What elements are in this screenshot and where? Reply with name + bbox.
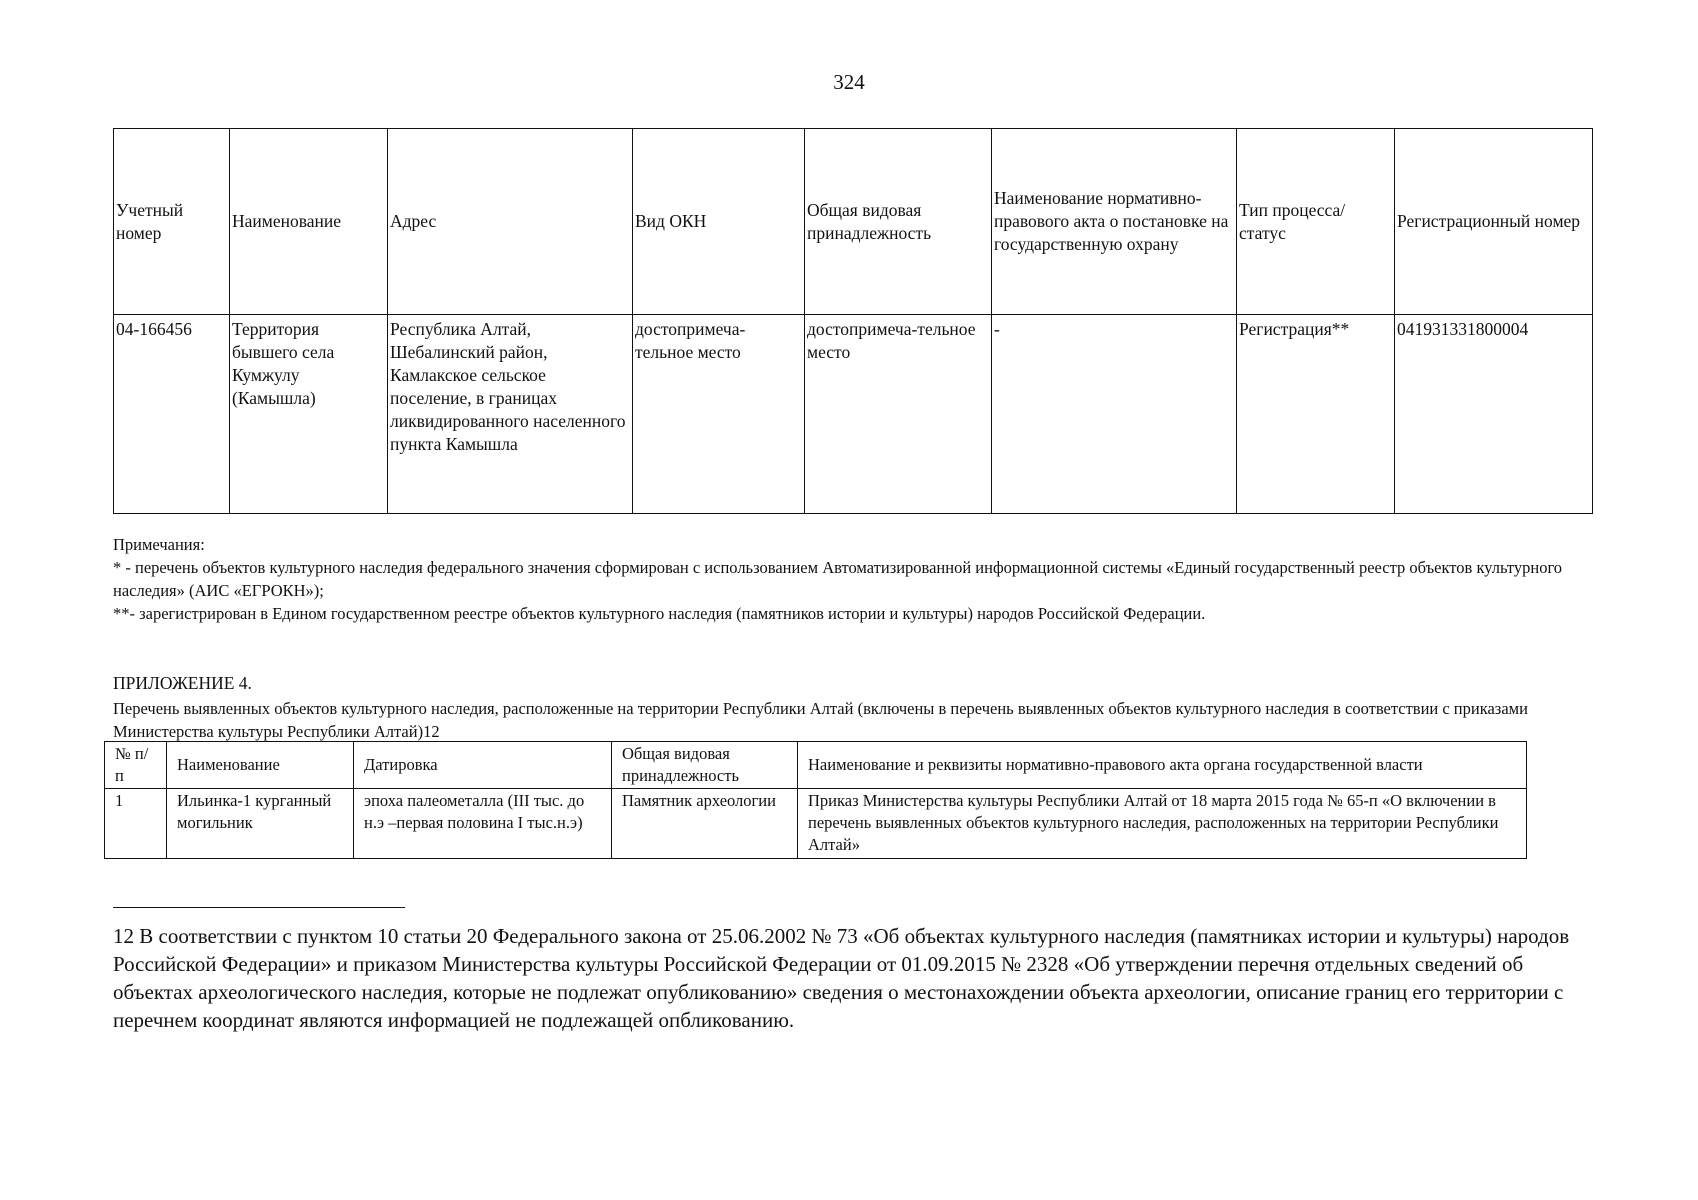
appendix-description: Перечень выявленных объектов культурного наследия, расположенные на территории Республики Алтай (включены в перечень выявленных объектов культурного наследия в соответствии с приказами Министерства культуры Республики Алтай)12	[113, 699, 1528, 741]
header-cell: Наименование нормативно-правового акта о постановке на государственную охрану	[992, 129, 1237, 315]
table-cell: 04-166456	[114, 315, 230, 514]
table-header-row	[105, 742, 1527, 789]
header-cell: № п/п	[105, 742, 167, 789]
table-cell: Приказ Министерства культуры Республики Алтай от 18 марта 2015 года № 65-п «О включении в перечень выявленных объектов культурного наследия, расположенных на территории Республики Алтай»	[798, 789, 1527, 859]
header-cell: Наименование	[167, 742, 354, 789]
identified-objects-table	[104, 741, 1527, 859]
header-cell: Тип процесса/ статус	[1237, 129, 1395, 315]
table-cell: 1	[105, 789, 167, 859]
table-cell: Регистрация**	[1237, 315, 1395, 514]
heritage-objects-table	[113, 128, 1593, 514]
header-cell: Адрес	[388, 129, 633, 315]
table-cell: эпоха палеометалла (III тыс. до н.э –первая половина I тыс.н.э)	[354, 789, 612, 859]
table-row	[114, 315, 1593, 514]
note-item: **- зарегистрирован в Едином государственном реестре объектов культурного наследия (памятников истории и культуры) народов Российской Федерации.	[113, 604, 1206, 623]
header-cell: Датировка	[354, 742, 612, 789]
table-cell: 041931331800004	[1395, 315, 1593, 514]
page-number: 324	[833, 70, 865, 94]
note-item: * - перечень объектов культурного наследия федерального значения сформирован с использованием Автоматизированной информационной системы «Единый государственный реестр объектов культурного наследия» (АИС «ЕГРОКН»);	[113, 558, 1563, 600]
table-header-row	[114, 129, 1593, 315]
table-cell: Памятник археологии	[612, 789, 798, 859]
table-row	[105, 789, 1527, 859]
table-cell: достопримеча-тельное место	[633, 315, 805, 514]
header-cell: Наименование и реквизиты нормативно-правового акта органа государственной власти	[798, 742, 1527, 789]
table-cell: Республика Алтай, Шебалинский район, Камлакское сельское поселение, в границах ликвидированного населенного пункта Камышла	[388, 315, 633, 514]
notes-section	[113, 533, 1593, 625]
header-cell: Общая видовая принадлежность	[805, 129, 992, 315]
table-cell: Территория бывшего села Кумжулу (Камышла)	[230, 315, 388, 514]
footnote-separator	[113, 907, 405, 908]
header-cell: Вид ОКН	[633, 129, 805, 315]
appendix-title: ПРИЛОЖЕНИЕ 4.	[113, 673, 252, 693]
footnote: 12 В соответствии с пунктом 10 статьи 20 Федерального закона от 25.06.2002 № 73 «Об объектах культурного наследия (памятниках истории и культуры) народов Российской Федерации» и приказом Министерства культуры Российской Федерации от 01.09.2015 № 2328 «Об утверждении перечня отдельных сведений об объектах археологического наследия, которые не подлежат опубликованию» сведения о местонахождении объекта археологии, описание границ его территории с перечнем координат являются информацией не подлежащей опбликованию.	[113, 924, 1570, 1032]
table-cell: Ильинка-1 курганный могильник	[167, 789, 354, 859]
notes-title: Примечания:	[113, 535, 205, 554]
header-cell: Наименование	[230, 129, 388, 315]
header-cell: Регистрационный номер	[1395, 129, 1593, 315]
header-cell: Учетный номер	[114, 129, 230, 315]
header-cell: Общая видовая принадлежность	[612, 742, 798, 789]
table-cell: -	[992, 315, 1237, 514]
table-cell: достопримеча-тельное место	[805, 315, 992, 514]
